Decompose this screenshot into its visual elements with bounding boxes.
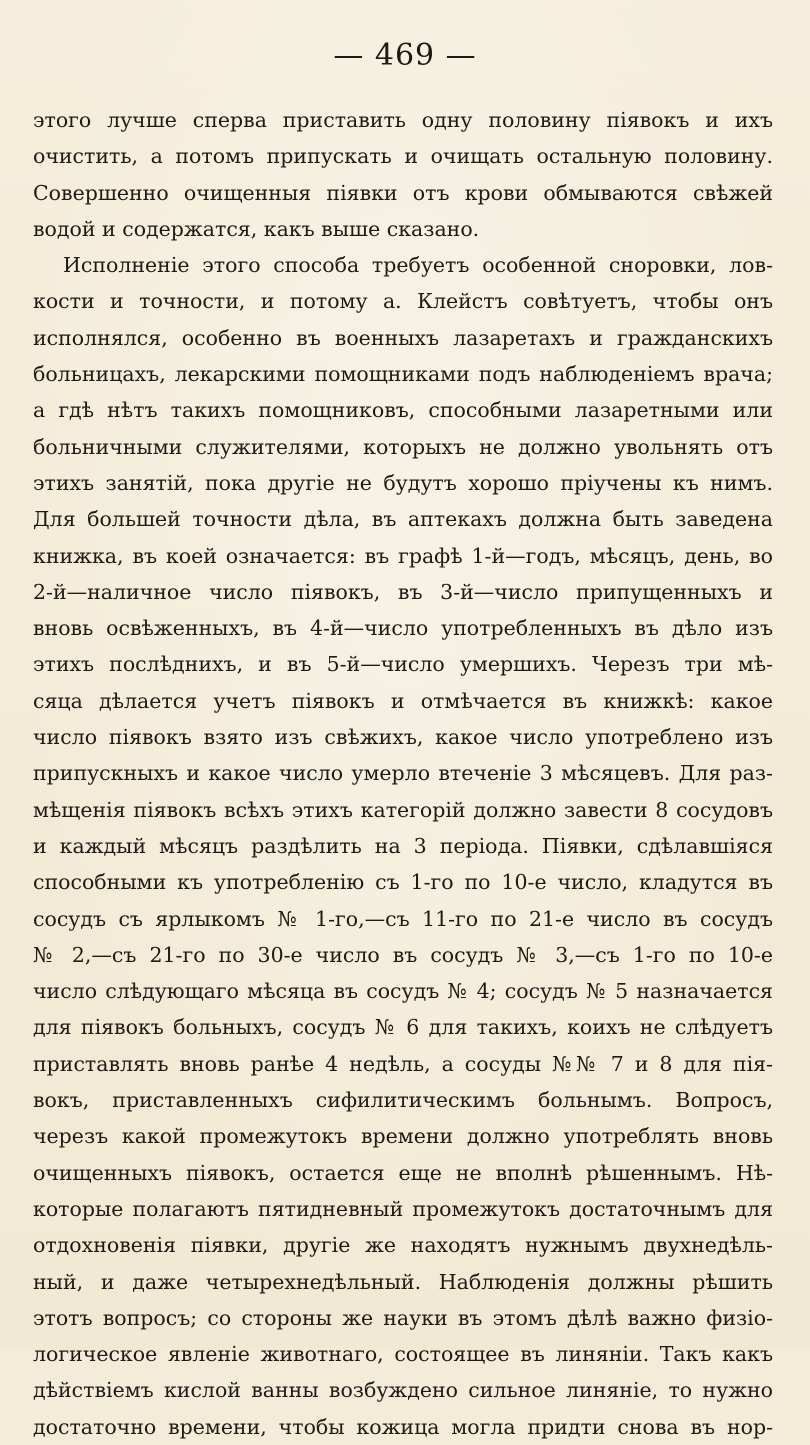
text-line: больницахъ, лекарскими помощниками подъ наблюденіемъ врача; [33, 362, 773, 387]
text-line: Исполненіе этого способа требуетъ особенной сноровки, лов- [63, 253, 773, 278]
text-line: очищенныхъ піявокъ, остается еще не вполнѣ рѣшеннымъ. Нѣ- [33, 1160, 773, 1185]
page-number: — 469 — [333, 38, 477, 73]
text-line: которые полагаютъ пятидневный промежутокъ достаточнымъ для [33, 1196, 773, 1221]
text-line: этого лучше сперва приставить одну половину піявокъ и ихъ [33, 108, 773, 132]
text-line: очистить, а потомъ припускать и очищать остальную половину. [33, 144, 773, 169]
text-line: число піявокъ взято изъ свѣжихъ, какое число употреблено изъ [33, 725, 773, 750]
text-line: этихъ послѣднихъ, и въ 5-й—число умершихъ. Черезъ три мѣ- [33, 652, 773, 677]
text-line: способными къ употребленію съ 1-го по 10-е число, кладутся въ [33, 870, 773, 895]
text-line: этотъ вопросъ; со стороны же науки въ этомъ дѣлѣ важно физіо- [33, 1305, 773, 1330]
text-line: отдохновенія піявки, другіе же находятъ нужнымъ двухнедѣль- [33, 1233, 773, 1258]
text-line: Совершенно очищенныя піявки отъ крови обмываются свѣжей [33, 180, 773, 205]
text-line: число слѣдующаго мѣсяца въ сосудъ № 4; сосудъ № 5 назначается [33, 979, 773, 1004]
text-line: № 2,—съ 21-го по 30-е число въ сосудъ № 3,—съ 1-го по 10-е [33, 942, 773, 967]
text-line: логическое явленіе животнаго, состоящее въ линяніи. Такъ какъ [33, 1342, 773, 1367]
text-line: припускныхъ и какое число умерло втеченіе 3 мѣсяцевъ. Для раз- [33, 761, 773, 786]
text-line: больничными служителями, которыхъ не должно увольнять отъ [33, 434, 773, 459]
text-line: вокъ, приставленныхъ сифилитическимъ больнымъ. Вопросъ, [33, 1088, 773, 1113]
text-line: этихъ занятій, пока другіе не будутъ хорошо пріучены къ нимъ. [33, 470, 773, 495]
text-line: приставлять вновь ранѣе 4 недѣль, а сосуды №№ 7 и 8 для пія- [33, 1051, 773, 1076]
text-line: для піявокъ больныхъ, сосудъ № 6 для такихъ, коихъ не слѣдуетъ [33, 1015, 773, 1040]
text-line: сяца дѣлается учетъ піявокъ и отмѣчается въ книжкѣ: какое [33, 688, 773, 713]
text-line: и каждый мѣсяцъ раздѣлить на 3 періода. Піявки, сдѣлавшіяся [33, 833, 773, 858]
text-line: кости и точности, и потому а. Клейстъ совѣтуетъ, чтобы онъ [33, 289, 773, 314]
text-line: а гдѣ нѣтъ такихъ помощниковъ, способными лазаретными или [33, 398, 773, 423]
body-text [33, 102, 773, 1445]
text-line: дѣйствіемъ кислой ванны возбуждено сильное линяніе, то нужно [33, 1378, 773, 1403]
text-line: черезъ какой промежутокъ времени должно употреблять вновь [33, 1124, 773, 1149]
text-line: Для большей точности дѣла, въ аптекахъ должна быть заведена [33, 507, 773, 532]
text-line: водой и содержатся, какъ выше сказано. [33, 216, 480, 241]
text-line: ный, и даже четырехнедѣльный. Наблюденія должны рѣшить [33, 1269, 773, 1294]
text-line: исполнялся, особенно въ военныхъ лазаретахъ и гражданскихъ [33, 325, 773, 350]
text-line: 2-й—наличное число піявокъ, въ 3-й—число припущенныхъ и [33, 579, 773, 604]
text-line: достаточно времени, чтобы кожица могла придти снова въ нор- [33, 1414, 773, 1439]
text-line: книжка, въ коей означается: въ графѣ 1-й—годъ, мѣсяцъ, день, во [33, 543, 773, 568]
text-line: вновь освѣженныхъ, въ 4-й—число употребленныхъ въ дѣло изъ [33, 616, 773, 641]
text-line: сосудъ съ ярлыкомъ № 1-го,—съ 11-го по 21-е число въ сосудъ [33, 906, 773, 931]
text-line: мѣщенія піявокъ всѣхъ этихъ категорій должно завести 8 сосудовъ [33, 797, 773, 822]
